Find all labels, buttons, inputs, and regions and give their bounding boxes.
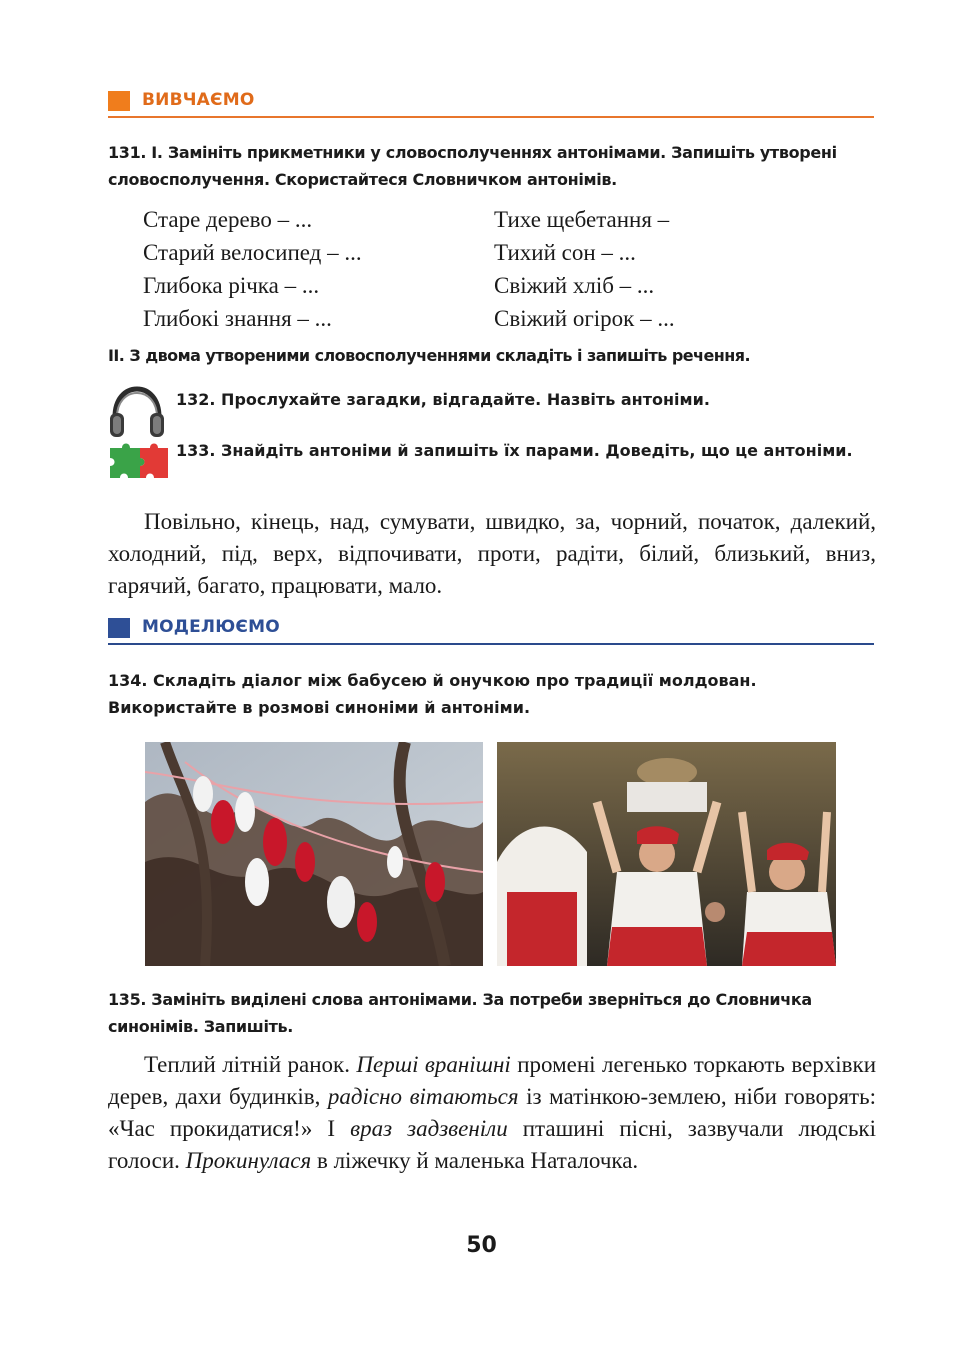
phrase: Старе дерево – ... [143, 207, 313, 232]
task-135: 135. Замініть виділені слова антонімами. За потреби зверніться до Словничка синонімів. Запишіть. [108, 990, 812, 1036]
phrase: Свіжий хліб – ... [494, 273, 655, 298]
headphones-icon [107, 385, 167, 441]
task-134: 134. Складіть діалог між бабусею й онучкою про традиції молдован. Використайте в розмові синоніми й антоніми. [108, 671, 757, 717]
phrase: Глибокі знання – ... [143, 306, 332, 331]
section-marker-icon [108, 618, 130, 638]
task-131-phrases [143, 203, 843, 335]
martisor-photo [145, 742, 483, 966]
task-135-passage [108, 1049, 876, 1177]
passage-text: пташині пісні, зазвучали людські голоси. [108, 1116, 876, 1173]
passage-text: промені легенько торкають верхівки дерев, дахи будинків, [108, 1052, 876, 1109]
highlighted-words: враз задзвеніли [350, 1116, 508, 1141]
phrase: Тихе щебетання – [494, 207, 670, 232]
phrase-row [143, 269, 843, 302]
section-marker-icon [108, 91, 130, 111]
task-133: 133. Знайдіть антоніми й запишіть їх парами. Доведіть, що це антоніми. [176, 441, 853, 460]
passage-text: в ліжечку й маленька Наталочка. [311, 1148, 639, 1173]
phrase: Старий велосипед – ... [143, 240, 362, 265]
section-header-model [108, 617, 874, 645]
task-133-words: Повільно, кінець, над, сумувати, швидко, за, чорний, початок, далекий, холодний, під, верх, відпочивати, проти, радіти, білий, близький, вниз, гарячий, багато, працювати, мало. [108, 509, 876, 598]
phrase-row [143, 203, 843, 236]
puzzle-icon [108, 440, 170, 482]
task-132: 132. Прослухайте загадки, відгадайте. Назвіть антоніми. [176, 390, 710, 409]
phrase-row [143, 236, 843, 269]
section-header-study [108, 90, 874, 118]
task-131-instruction: 131. І. Замініть прикметники у словосполученнях антонімами. Запишіть утворені словосполучення. Скористайтеся Словничком антонімів. [108, 143, 837, 189]
phrase: Глибока річка – ... [143, 273, 320, 298]
phrase: Тихий сон – ... [494, 240, 636, 265]
passage-text: Теплий літній ранок. [144, 1052, 357, 1077]
highlighted-words: Прокинулася [185, 1148, 312, 1173]
phrase-row [143, 302, 843, 335]
section-title: ВИВЧАЄМО [142, 90, 255, 110]
phrase: Свіжий огірок – ... [494, 306, 675, 331]
highlighted-words: Перші вранішні [356, 1052, 511, 1077]
page-number: 50 [466, 1233, 497, 1258]
passage-text: із матінкою-землею, ніби говорять: «Час прокидатися!» І [108, 1084, 876, 1141]
highlighted-words: радісно вітаються [327, 1084, 519, 1109]
folk-dance-photo [497, 742, 836, 966]
task-131-part-2: ІІ. З двома утвореними словосполученнями складіть і запишіть речення. [108, 346, 751, 365]
section-title: МОДЕЛЮЄМО [142, 617, 280, 637]
